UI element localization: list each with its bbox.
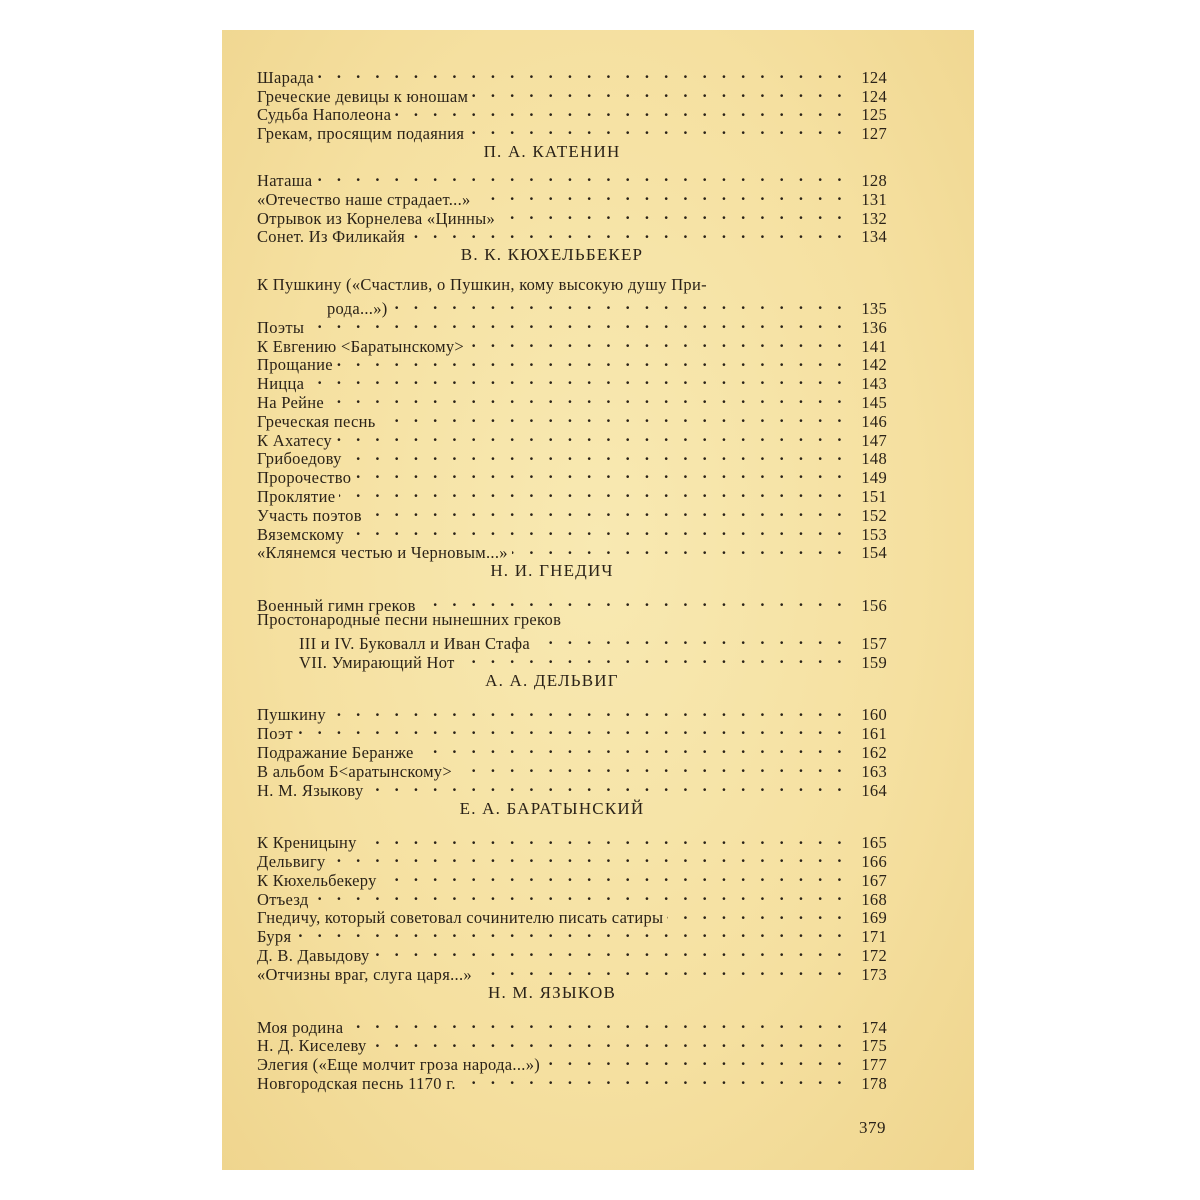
dot-leader [348,521,847,540]
dot-leader [395,102,847,121]
entry-title: Поэт [257,724,293,744]
toc-entry [257,592,887,616]
entry-page-number: 143 [861,374,887,394]
dot-leader [512,540,847,559]
dot-leader [380,408,847,427]
entry-page-number: 173 [861,964,887,984]
entry-title: Д. В. Давыдову [257,946,370,966]
entry-page-number: 169 [861,908,887,928]
entry-page-number: 132 [861,208,887,228]
toc-entry [257,830,887,853]
toc-entry [257,389,887,412]
dot-leader [374,942,847,961]
dot-leader [366,502,847,521]
toc-entry [257,352,887,375]
dot-leader [418,739,847,758]
toc-entry [257,867,887,890]
dot-leader [534,630,847,649]
entry-page-number: 162 [861,742,887,762]
toc-entry [257,446,887,469]
entry-title: Наташа [257,170,313,190]
toc-entry [257,464,887,488]
entry-page-number: 165 [861,833,887,853]
dot-leader [318,64,847,83]
author-heading: Е. А. БАРАТЫНСКИЙ [459,798,645,818]
author-heading: Н. И. ГНЕДИЧ [490,561,614,581]
toc-entry [257,923,887,947]
toc-entry [257,739,887,762]
dot-leader [459,649,847,668]
entry-page-number: 124 [861,67,887,87]
entry-page-number: 175 [861,1036,887,1056]
entry-page-number: 157 [861,633,887,653]
dot-leader [337,352,847,371]
author-heading: В. К. КЮХЕЛЬБЕКЕР [460,245,644,265]
dot-leader [336,427,847,446]
dot-leader [297,720,847,739]
entry-title: Новгородская песнь 1170 г. [257,1074,456,1094]
entry-title: Судьба Наполеона [257,105,392,125]
toc-entry [257,483,887,506]
toc-entry [257,83,887,106]
toc-entry [257,224,887,247]
dot-leader [456,758,847,777]
dot-leader [355,464,847,483]
dot-leader [308,370,847,389]
entry-page-number: 153 [861,524,887,544]
entry-title: Греческая песнь [257,411,376,431]
dot-leader [468,333,847,352]
entry-title: Подражание Беранже [257,742,414,762]
dot-leader [313,886,847,905]
toc-entry [257,186,887,209]
entry-title: К Кюхельбекеру [257,870,377,890]
toc-entry [257,102,887,125]
entry-title: Прощание [257,355,333,375]
dot-leader [347,1014,847,1033]
dot-leader [475,186,847,205]
dot-leader [476,961,847,980]
toc-entry [257,1033,887,1056]
toc-entry [257,1051,887,1075]
toc-entry [257,886,887,909]
entry-page-number: 164 [861,780,887,800]
dot-leader [368,777,847,796]
dot-leader [420,592,847,611]
dot-leader [308,314,847,333]
toc-entry [257,611,887,630]
dot-leader [330,702,847,721]
entry-title: Н. Д. Киселеву [257,1036,367,1056]
dot-leader [339,483,847,502]
entry-title: Отрывок из Корнелева «Цинны» [257,208,496,228]
entry-title: Гнедичу, который советовал сочинителю писать сатиры [257,908,664,928]
dot-leader [460,1070,847,1089]
dot-leader [667,905,847,924]
dot-leader [328,389,847,408]
entry-page-number: 178 [861,1074,887,1094]
dot-leader [499,205,847,224]
entry-title: Элегия («Еще молчит гроза народа...») [257,1055,541,1075]
dot-leader [392,295,847,314]
entry-title: Проклятие [257,486,336,506]
entry-page-number: 156 [861,596,887,616]
dot-leader [361,830,847,849]
entry-page-number: 136 [861,317,887,337]
entry-title: Простонародные песни нынешних греков [257,610,562,630]
toc-entry [257,502,887,525]
toc-entry [257,408,887,431]
author-heading: А. А. ДЕЛЬВИГ [485,670,619,690]
entry-page-number: 128 [861,170,887,190]
dot-leader [316,167,847,186]
toc-entry [257,370,887,394]
entry-page-number: 167 [861,870,887,890]
toc-entry [257,942,887,966]
entry-page-number: 177 [861,1055,887,1075]
entry-title: рода...») [327,298,388,318]
entry-title: К Ахатесу [257,430,332,450]
entry-page-number: 134 [861,227,887,247]
dot-leader [472,83,847,102]
entry-title: К Креницыну [257,833,357,853]
entry-title: Отъезд [257,889,309,909]
author-heading: Н. М. ЯЗЫКОВ [487,982,616,1002]
toc-entry [257,540,887,563]
entry-page-number: 168 [861,889,887,909]
entry-title: Пушкину [257,705,326,725]
book-page [222,30,974,1170]
entry-page-number: 160 [861,705,887,725]
entry-title: Грекам, просящим подаяния [257,124,465,144]
dot-leader [381,867,847,886]
entry-title: «Клянемся честью и Черновым...» [257,543,508,563]
entry-page-number: 148 [861,449,887,469]
entry-page-number: 161 [861,724,887,744]
entry-page-number: 149 [861,468,887,488]
dot-leader [544,1051,847,1070]
toc-entry [257,167,887,190]
dot-leader [371,1033,847,1052]
entry-title: «Отчизны враг, слуга царя...» [257,964,472,984]
entry-title: Пророчество [257,468,352,488]
dot-leader [468,120,847,139]
toc-entry [257,848,887,872]
entry-title: III и IV. Буковалл и Иван Стафа [299,633,531,653]
table-of-contents [257,64,887,1094]
entry-title: В альбом Б<аратынскому> [257,761,452,781]
author-heading: П. А. КАТЕНИН [483,142,621,162]
entry-page-number: 141 [861,336,887,356]
toc-entry [257,64,887,87]
toc-entry [257,1070,887,1094]
toc-entry [257,521,887,544]
entry-title: Шарада [257,67,315,87]
entry-page-number: 163 [861,761,887,781]
page-folio-number: 379 [859,1118,886,1137]
entry-title: Ницца [257,374,305,394]
entry-page-number: 131 [861,189,887,209]
dot-leader [346,446,847,465]
entry-page-number: 174 [861,1017,887,1037]
toc-entry [257,1014,887,1037]
toc-entry [257,630,887,653]
dot-leader [330,848,847,867]
toc-entry [257,905,887,928]
toc-entry [257,427,887,450]
entry-page-number: 172 [861,946,887,966]
entry-title: Участь поэтов [257,505,362,525]
entry-title: Вяземскому [257,524,345,544]
entry-page-number: 166 [861,852,887,872]
entry-title: На Рейне [257,392,325,412]
entry-title: Грибоедову [257,449,342,469]
entry-page-number: 154 [861,543,887,563]
entry-page-number: 159 [861,652,887,672]
entry-page-number: 127 [861,124,887,144]
entry-page-number: 146 [861,411,887,431]
entry-title: Греческие девицы к юношам [257,86,469,106]
toc-entry [257,720,887,744]
entry-page-number: 147 [861,430,887,450]
toc-entry [257,295,887,318]
entry-page-number: 151 [861,486,887,506]
entry-title: «Отечество наше страдает...» [257,189,471,209]
entry-title: К Евгению <Баратынскому> [257,336,464,356]
dot-leader [295,923,847,942]
toc-entry [257,314,887,337]
entry-title: Сонет. Из Филикайя [257,227,406,247]
entry-page-number: 145 [861,392,887,412]
toc-entry [257,120,887,144]
toc-entry [257,333,887,356]
entry-page-number: 142 [861,355,887,375]
entry-page-number: 171 [861,927,887,947]
entry-title: Моя родина [257,1017,344,1037]
entry-title: Поэты [257,317,305,337]
toc-entry [257,276,887,295]
entry-title: Н. М. Языкову [257,780,364,800]
toc-entry [257,702,887,725]
entry-page-number: 152 [861,505,887,525]
entry-title: К Пушкину («Счастлив, о Пушкин, кому высокую душу При- [257,275,707,295]
entry-title: Дельвигу [257,852,326,872]
entry-title: Военный гимн греков [257,596,416,616]
entry-page-number: 124 [861,86,887,106]
entry-page-number: 125 [861,105,887,125]
entry-page-number: 135 [861,298,887,318]
entry-title: Буря [257,927,292,947]
entry-title: VII. Умирающий Нот [299,652,455,672]
dot-leader [409,224,847,243]
